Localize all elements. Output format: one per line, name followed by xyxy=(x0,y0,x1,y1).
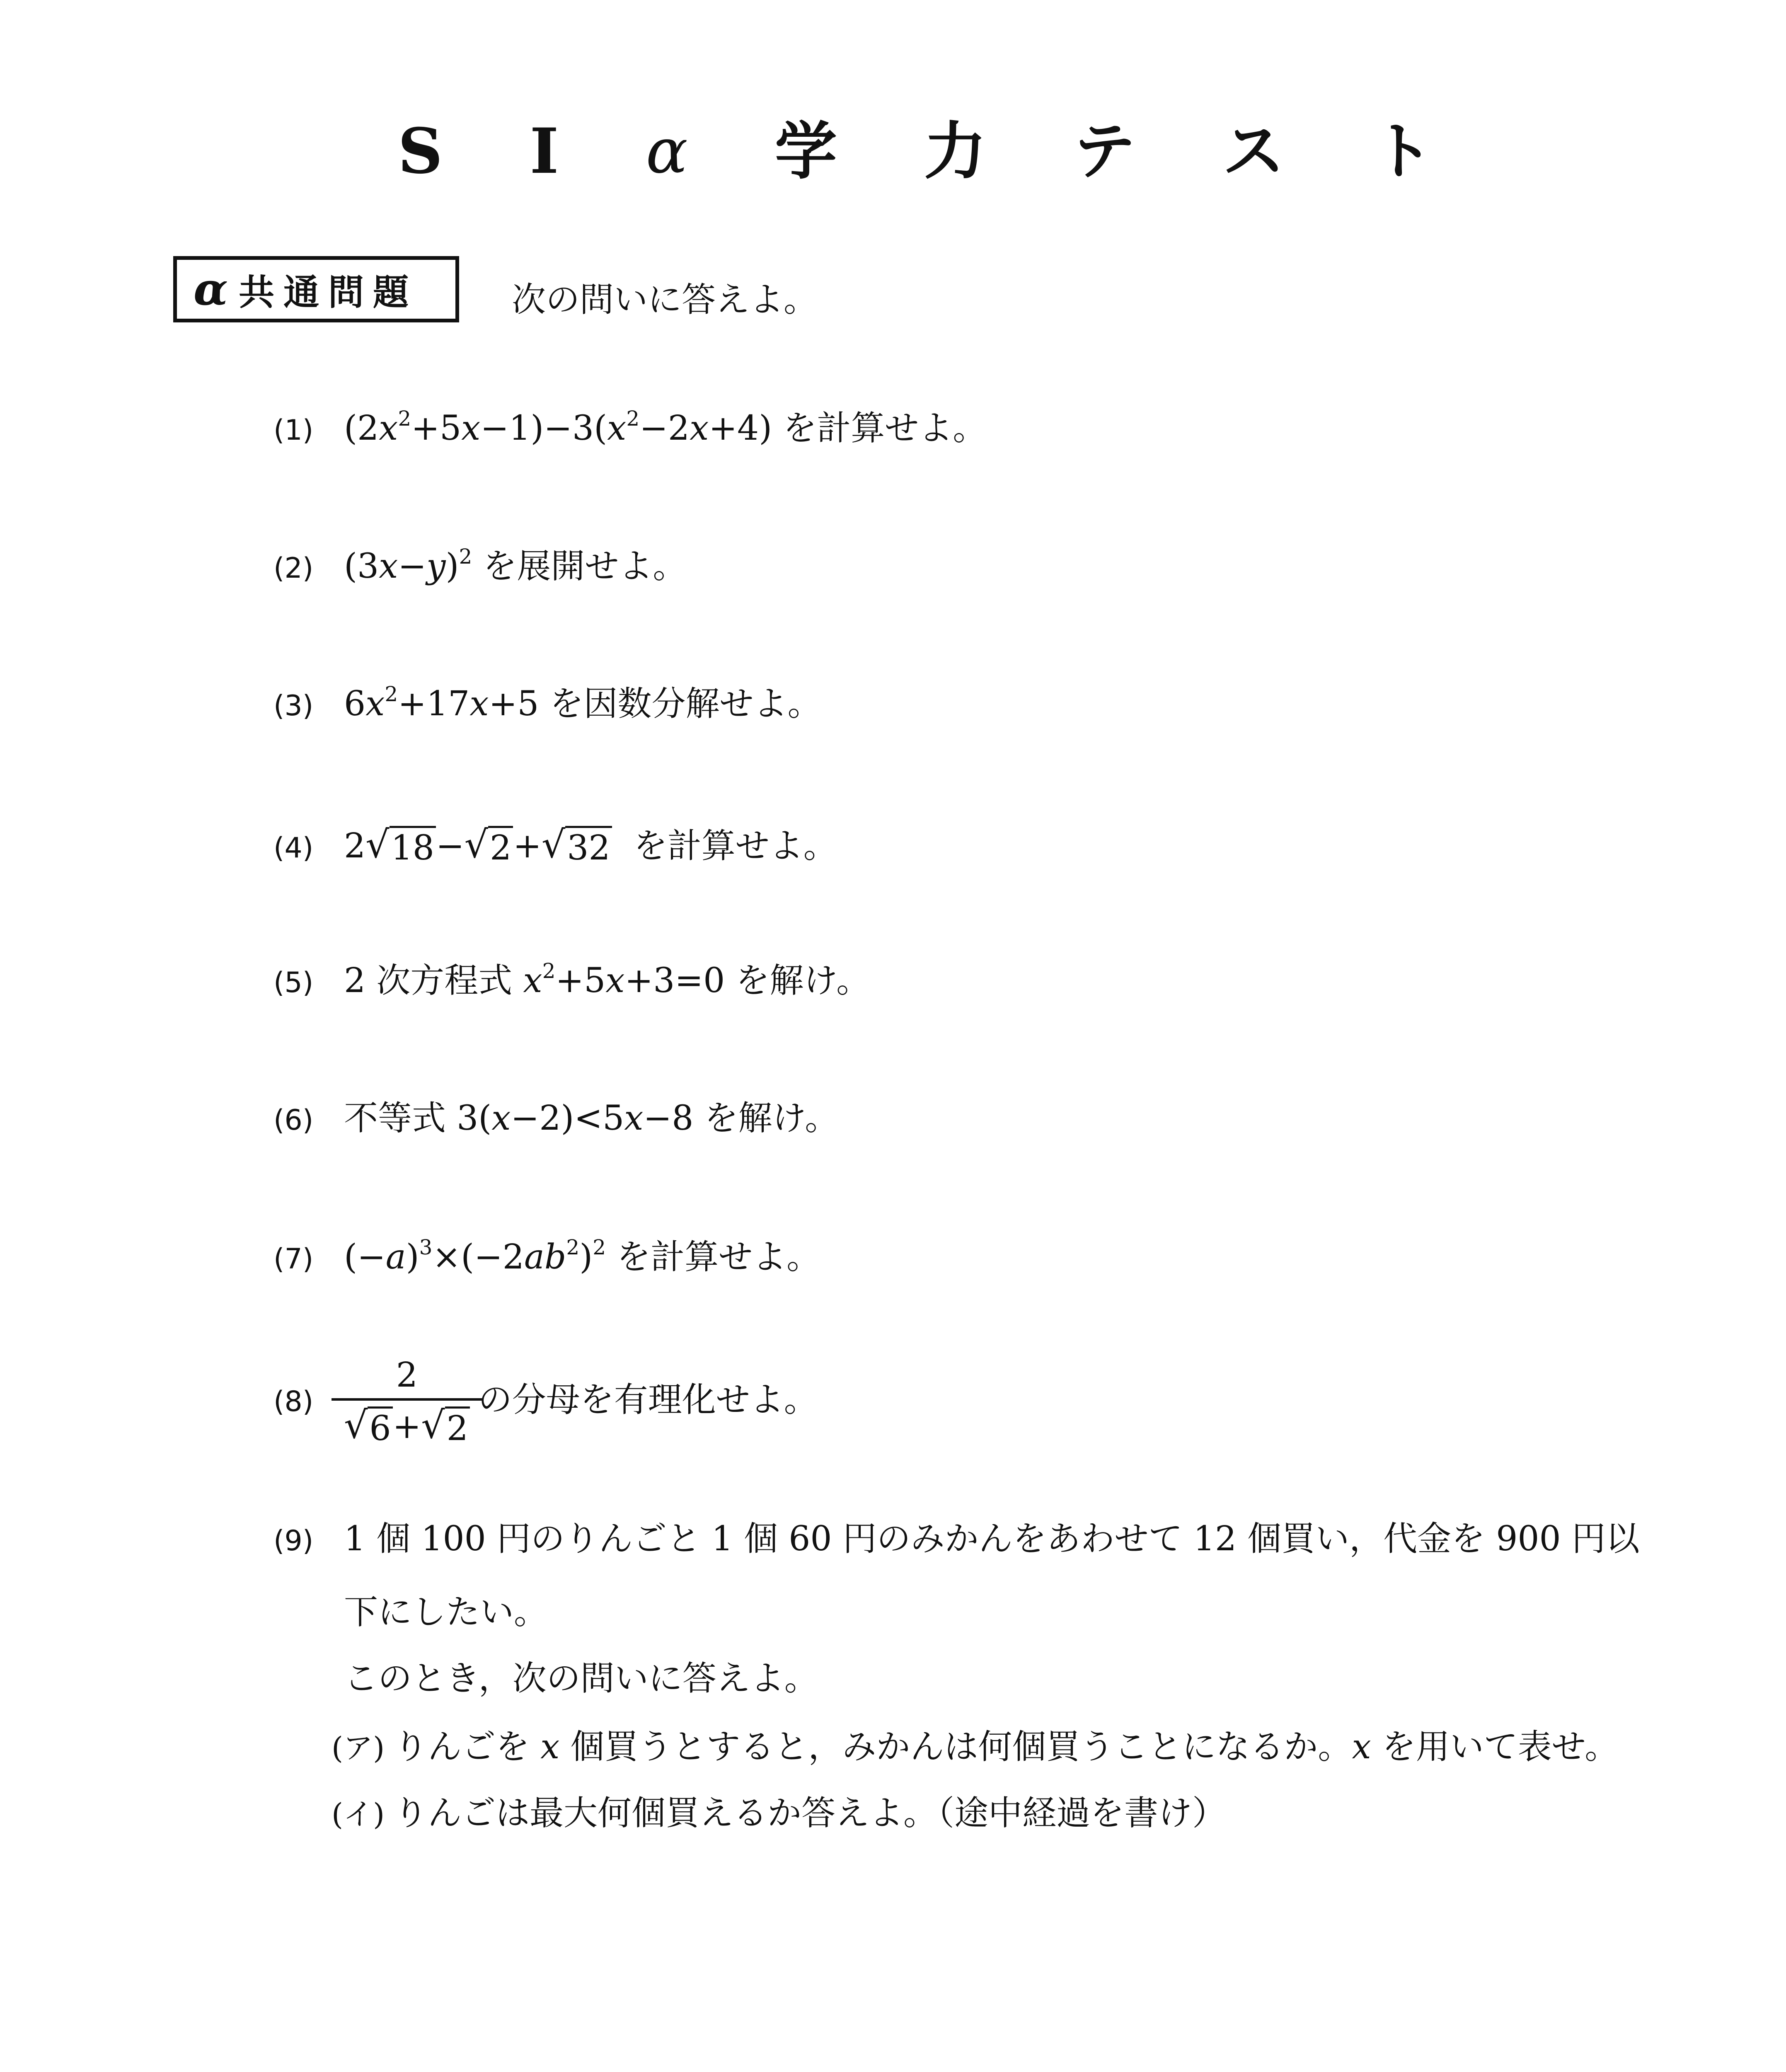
title-char-i: I xyxy=(530,115,559,188)
sub-a-text-1: りんごを xyxy=(394,1727,530,1767)
question-text: を解け。 xyxy=(736,961,871,1000)
math-expression: $(3x-y)^2$ xyxy=(344,545,472,586)
title-char-ryoku: 力 xyxy=(924,115,986,188)
fraction-denominator: √ 6 + √ 2 xyxy=(344,1401,470,1449)
question-9-sub-b xyxy=(332,1786,1226,1835)
question-5 xyxy=(273,961,870,1001)
variable-x: x xyxy=(540,1727,560,1767)
math-expression: 2 √ 18 − √ 2 + √ 32 xyxy=(344,826,612,866)
math-expression: $(2x^2+5x-1)-3(x^2-2x+4)$ xyxy=(344,407,772,448)
question-text: を計算せよ。 xyxy=(617,1237,821,1277)
math-expression: $6x^2+17x+5$ xyxy=(344,682,539,724)
question-number: (5) xyxy=(273,966,314,999)
question-1 xyxy=(273,408,987,449)
section-instruction: 次の問いに答えよ。 xyxy=(512,280,818,320)
sub-b-text: りんごは最大何個買えるか答えよ。（途中経過を書け） xyxy=(394,1794,1227,1833)
question-number: (3) xyxy=(273,690,314,722)
section-label: 共通問題 xyxy=(239,272,418,313)
sub-a-text-3: を用いて表せ。 xyxy=(1382,1727,1619,1767)
question-number: (1) xyxy=(273,414,314,447)
question-number: (4) xyxy=(273,832,314,864)
fraction xyxy=(344,1355,470,1450)
question-number: (2) xyxy=(273,552,314,585)
question-text: の分母を有理化せよ。 xyxy=(478,1380,818,1420)
title-char-s: S xyxy=(398,115,443,188)
math-expression: $(-a)^3\times(-2ab^2)^2$ xyxy=(344,1235,606,1277)
question-text: を展開せよ。 xyxy=(483,547,687,586)
question-2 xyxy=(273,546,687,587)
question-prefix: 2 次方程式 xyxy=(344,961,513,1000)
sub-mark-b: (イ) xyxy=(332,1797,385,1832)
question-9-line-3: このとき，次の問いに答えよ。 xyxy=(344,1659,818,1698)
question-7 xyxy=(273,1237,820,1278)
title-char-alpha: α xyxy=(646,115,688,187)
variable-x: x xyxy=(1352,1727,1371,1767)
question-9-line-2: 下にしたい。 xyxy=(344,1593,548,1632)
question-number: (6) xyxy=(273,1104,314,1137)
question-text-line-1: 1 個 100 円のりんごと 1 個 60 円のみかんをあわせて 12 個買い，代金を 900 円以 xyxy=(344,1519,1640,1559)
page-title xyxy=(398,115,1434,188)
sub-mark-a: (ア) xyxy=(332,1731,385,1765)
question-prefix: 不等式 xyxy=(344,1099,446,1138)
question-text: を解け。 xyxy=(704,1099,839,1138)
question-9-sub-a xyxy=(332,1720,1619,1768)
question-9 xyxy=(273,1519,1640,1559)
question-4 xyxy=(273,823,837,869)
question-3 xyxy=(273,684,822,724)
question-text: を計算せよ。 xyxy=(633,826,837,866)
question-number: (8) xyxy=(273,1385,314,1418)
question-text: を因数分解せよ。 xyxy=(549,684,822,724)
section-alpha: α xyxy=(194,263,228,315)
math-expression: $x^2+5x+3=0$ xyxy=(523,959,725,1000)
question-6 xyxy=(273,1098,839,1139)
question-number: (9) xyxy=(273,1525,314,1557)
question-text: を計算せよ。 xyxy=(783,409,987,448)
sub-a-text-2: 個買うとすると，みかんは何個買うことになるか。 xyxy=(570,1727,1352,1767)
title-char-te: テ xyxy=(1073,115,1135,188)
section-header-box xyxy=(173,256,459,322)
title-char-gaku: 学 xyxy=(774,115,837,188)
math-expression: 3(x−2)<5x−8 xyxy=(457,1099,694,1138)
question-8 xyxy=(273,1355,818,1450)
fraction-numerator: 2 xyxy=(332,1355,482,1401)
title-char-su: ス xyxy=(1222,115,1285,188)
question-number: (7) xyxy=(273,1243,314,1276)
title-char-to: ト xyxy=(1371,115,1434,188)
